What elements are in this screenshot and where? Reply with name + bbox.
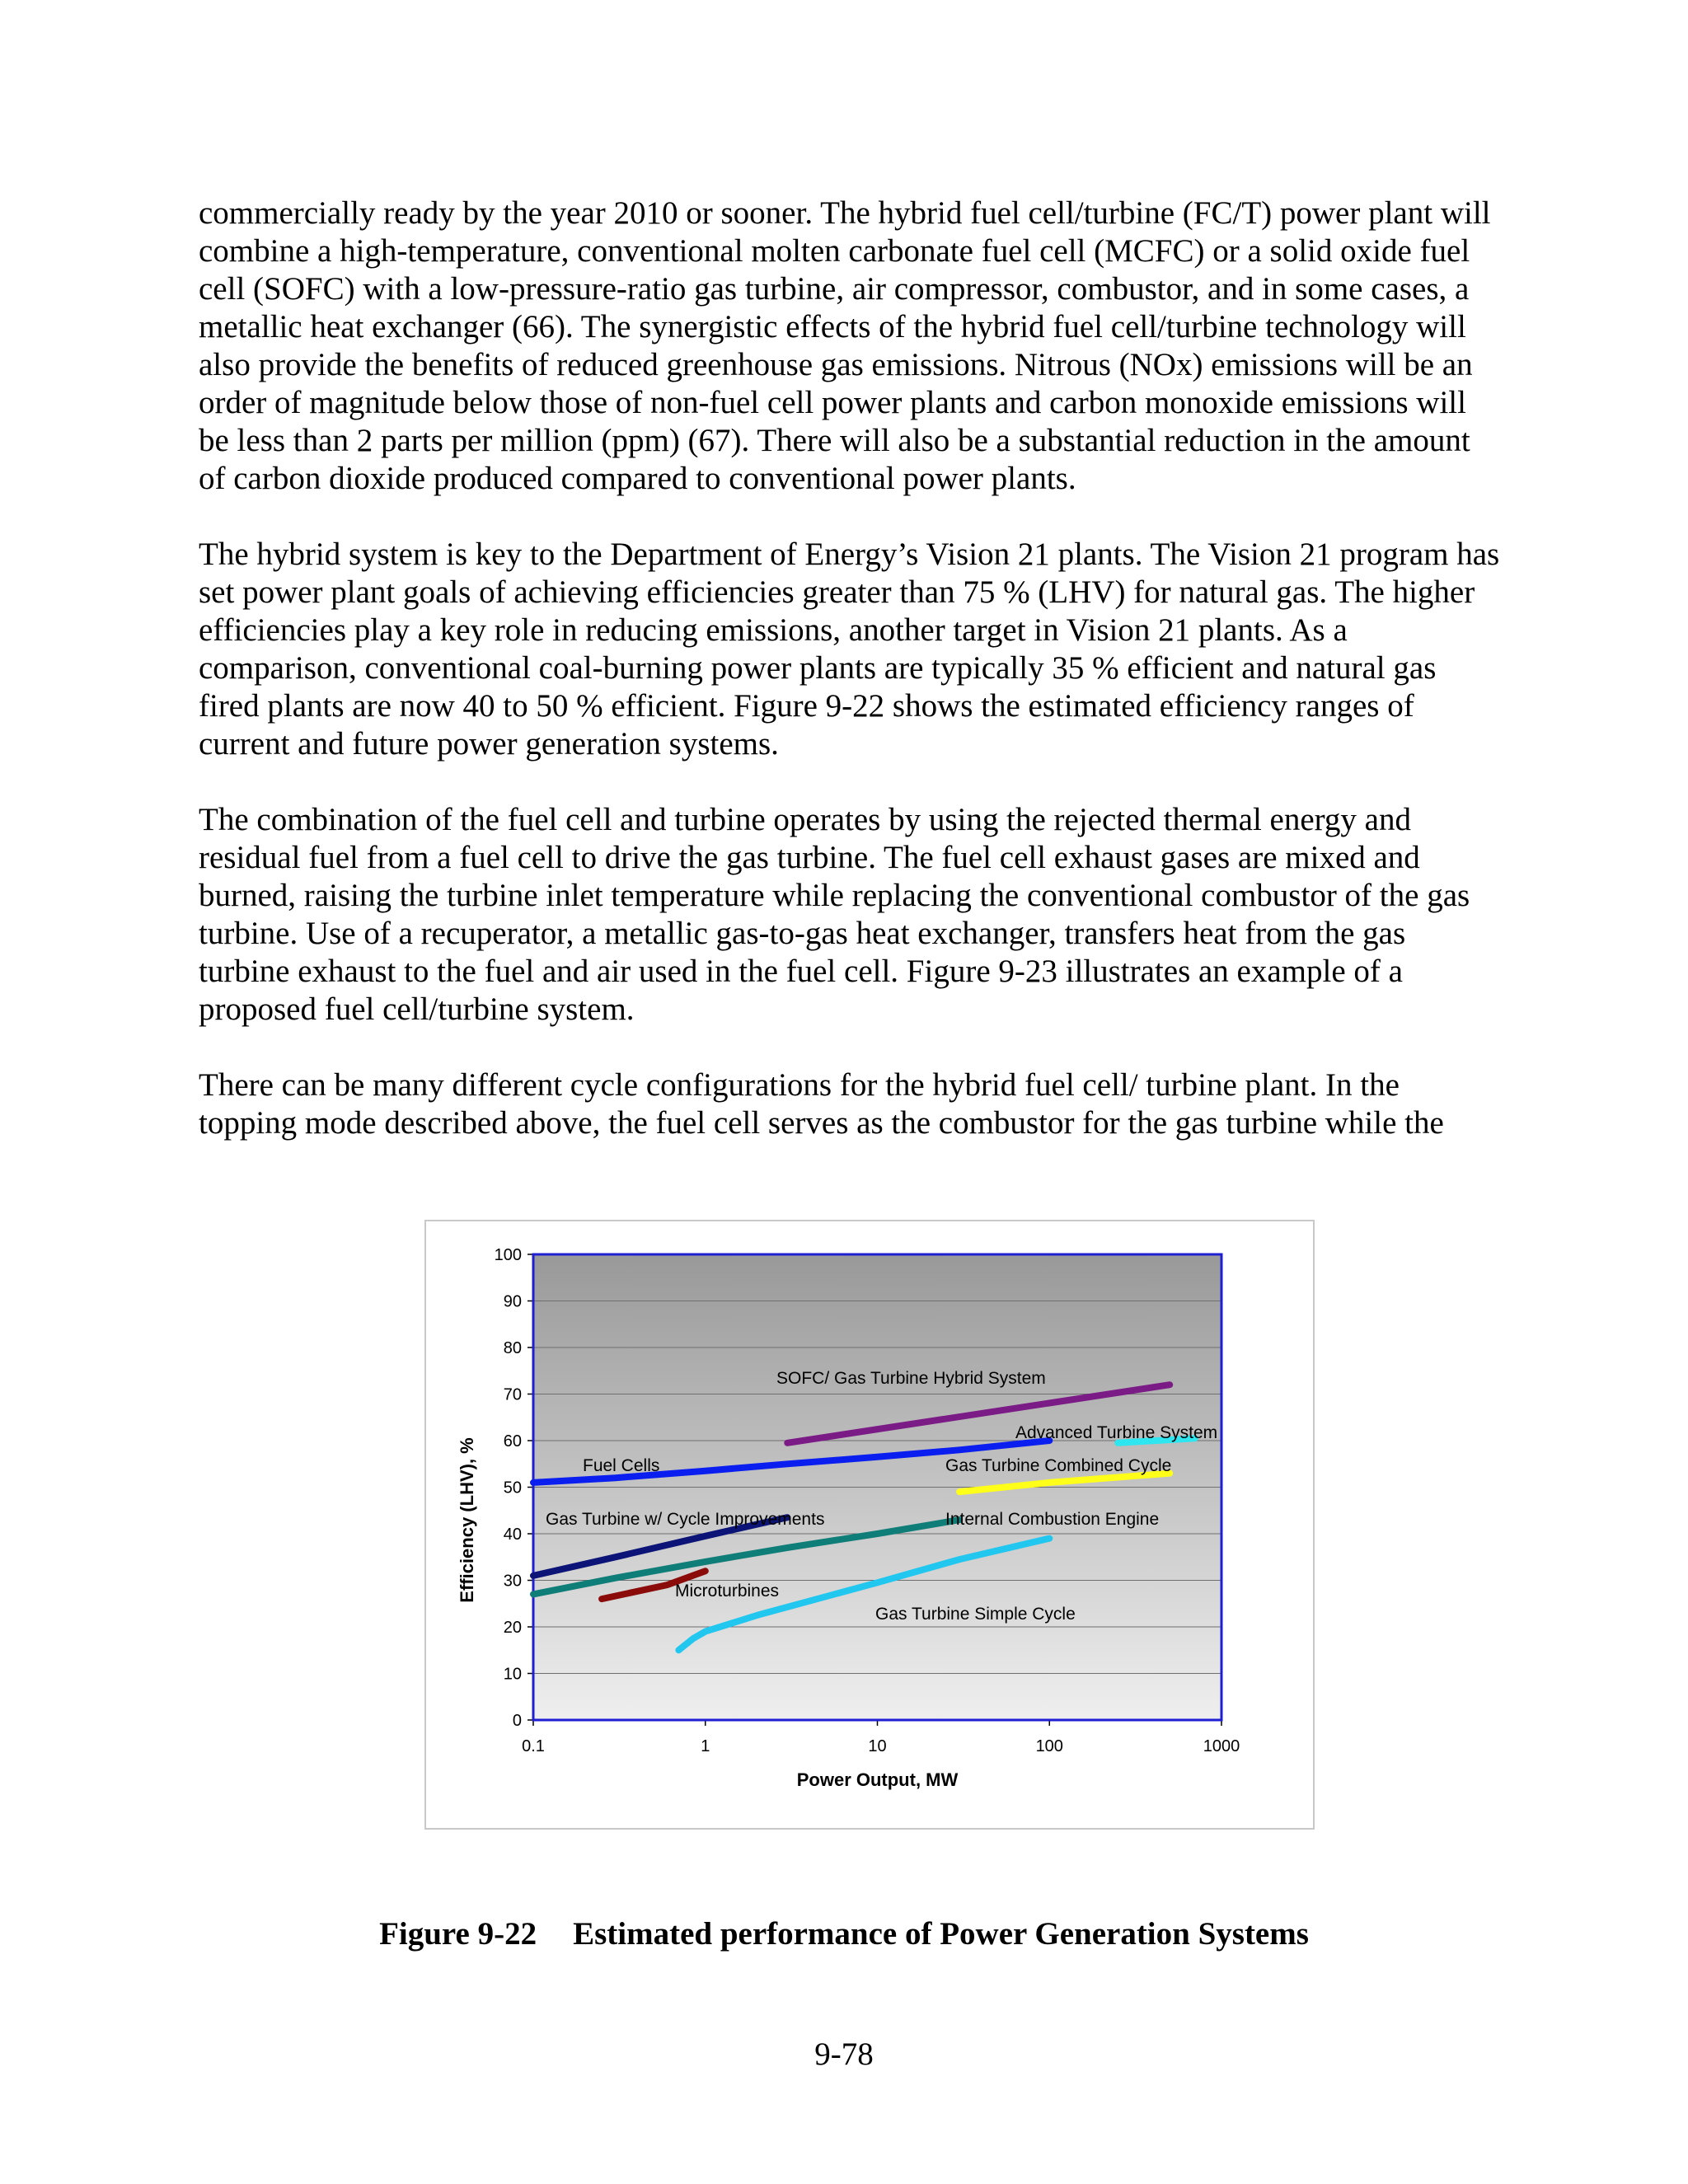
x-tick-label: 10	[868, 1737, 887, 1755]
series-label-6: Microturbines	[675, 1582, 780, 1601]
x-axis-title: Power Output, MW	[796, 1769, 959, 1790]
x-tick-label: 1000	[1203, 1737, 1240, 1755]
y-tick-label: 80	[503, 1339, 522, 1357]
efficiency-chart-svg	[426, 1221, 1313, 1828]
series-label-3: Gas Turbine Combined Cycle	[945, 1456, 1172, 1475]
series-label-7: Gas Turbine Simple Cycle	[875, 1605, 1076, 1624]
y-tick-label: 10	[503, 1665, 522, 1684]
figure-title: Estimated performance of Power Generation Systems	[573, 1916, 1309, 1952]
y-tick-label: 90	[503, 1292, 522, 1311]
figure-number: Figure 9-22	[379, 1916, 537, 1952]
paragraph-2: The hybrid system is key to the Department of Energy’s Vision 21 plants. The Vision 21 program has set power plant goals of achieving efficiencies greater than 75 % (LHV) for natural gas. The higher efficiencies play a key role in reducing emissions, another target in Vision 21 plants. As a comparison, conventional coal-burning power plants are typically 35 % efficient and natural gas fired plants are now 40 to 50 % efficient. Figure 9-22 shows the estimated efficiency ranges of current and future power generation systems.	[199, 537, 1500, 762]
series-label-1: Advanced Turbine System	[1015, 1423, 1218, 1442]
y-tick-label: 20	[503, 1619, 522, 1637]
y-axis-title: Efficiency (LHV), %	[457, 1437, 477, 1603]
paragraph-3: The combination of the fuel cell and turbine operates by using the rejected thermal energy and residual fuel from a fuel cell to drive the gas turbine. The fuel cell exhaust gases are mixed and burned, raising the turbine inlet temperature while replacing the conventional combustor of the gas turbine. Use of a recuperator, a metallic gas-to-gas heat exchanger, transfers heat from the gas turbine exhaust to the fuel and air used in the fuel cell. Figure 9-23 illustrates an example of a proposed fuel cell/turbine system.	[199, 802, 1470, 1027]
x-tick-label: 1	[701, 1737, 710, 1755]
x-tick-label: 100	[1035, 1737, 1063, 1755]
y-tick-label: 60	[503, 1432, 522, 1451]
y-tick-label: 50	[503, 1479, 522, 1497]
series-label-4: Internal Combustion Engine	[945, 1510, 1160, 1529]
series-label-0: SOFC/ Gas Turbine Hybrid System	[776, 1369, 1046, 1388]
paragraph-1: commercially ready by the year 2010 or sooner. The hybrid fuel cell/turbine (FC/T) power plant will combine a high-temperature, conventional molten carbonate fuel cell (MCFC) or a solid oxide fuel cell (SOFC) with a low-pressure-ratio gas turbine, air compressor, combustor, and in some cases, a metallic heat exchanger (66). The synergistic effects of the hybrid fuel cell/turbine technology will also provide the benefits of reduced greenhouse gas emissions. Nitrous (NOx) emissions will be an order of magnitude below those of non-fuel cell power plants and carbon monoxide emissions will be less than 2 parts per million (ppm) (67). There will also be a substantial reduction in the amount of carbon dioxide produced compared to conventional power plants.	[199, 195, 1491, 496]
x-tick-label: 0.1	[522, 1737, 545, 1755]
y-tick-label: 40	[503, 1526, 522, 1544]
y-tick-label: 70	[503, 1385, 522, 1404]
y-tick-label: 100	[494, 1246, 522, 1264]
y-tick-label: 30	[503, 1572, 522, 1591]
body-text	[199, 194, 1501, 1180]
efficiency-chart	[424, 1220, 1315, 1830]
page-number: 9-78	[814, 2036, 874, 2072]
figure-caption	[0, 1915, 1688, 1952]
series-label-5: Gas Turbine w/ Cycle Improvements	[546, 1510, 825, 1529]
series-label-2: Fuel Cells	[583, 1456, 660, 1475]
y-tick-label: 0	[512, 1712, 522, 1730]
paragraph-4: There can be many different cycle configurations for the hybrid fuel cell/ turbine plant. In the topping mode described above, the fuel cell serves as the combustor for the gas turbine while the	[199, 1067, 1444, 1141]
